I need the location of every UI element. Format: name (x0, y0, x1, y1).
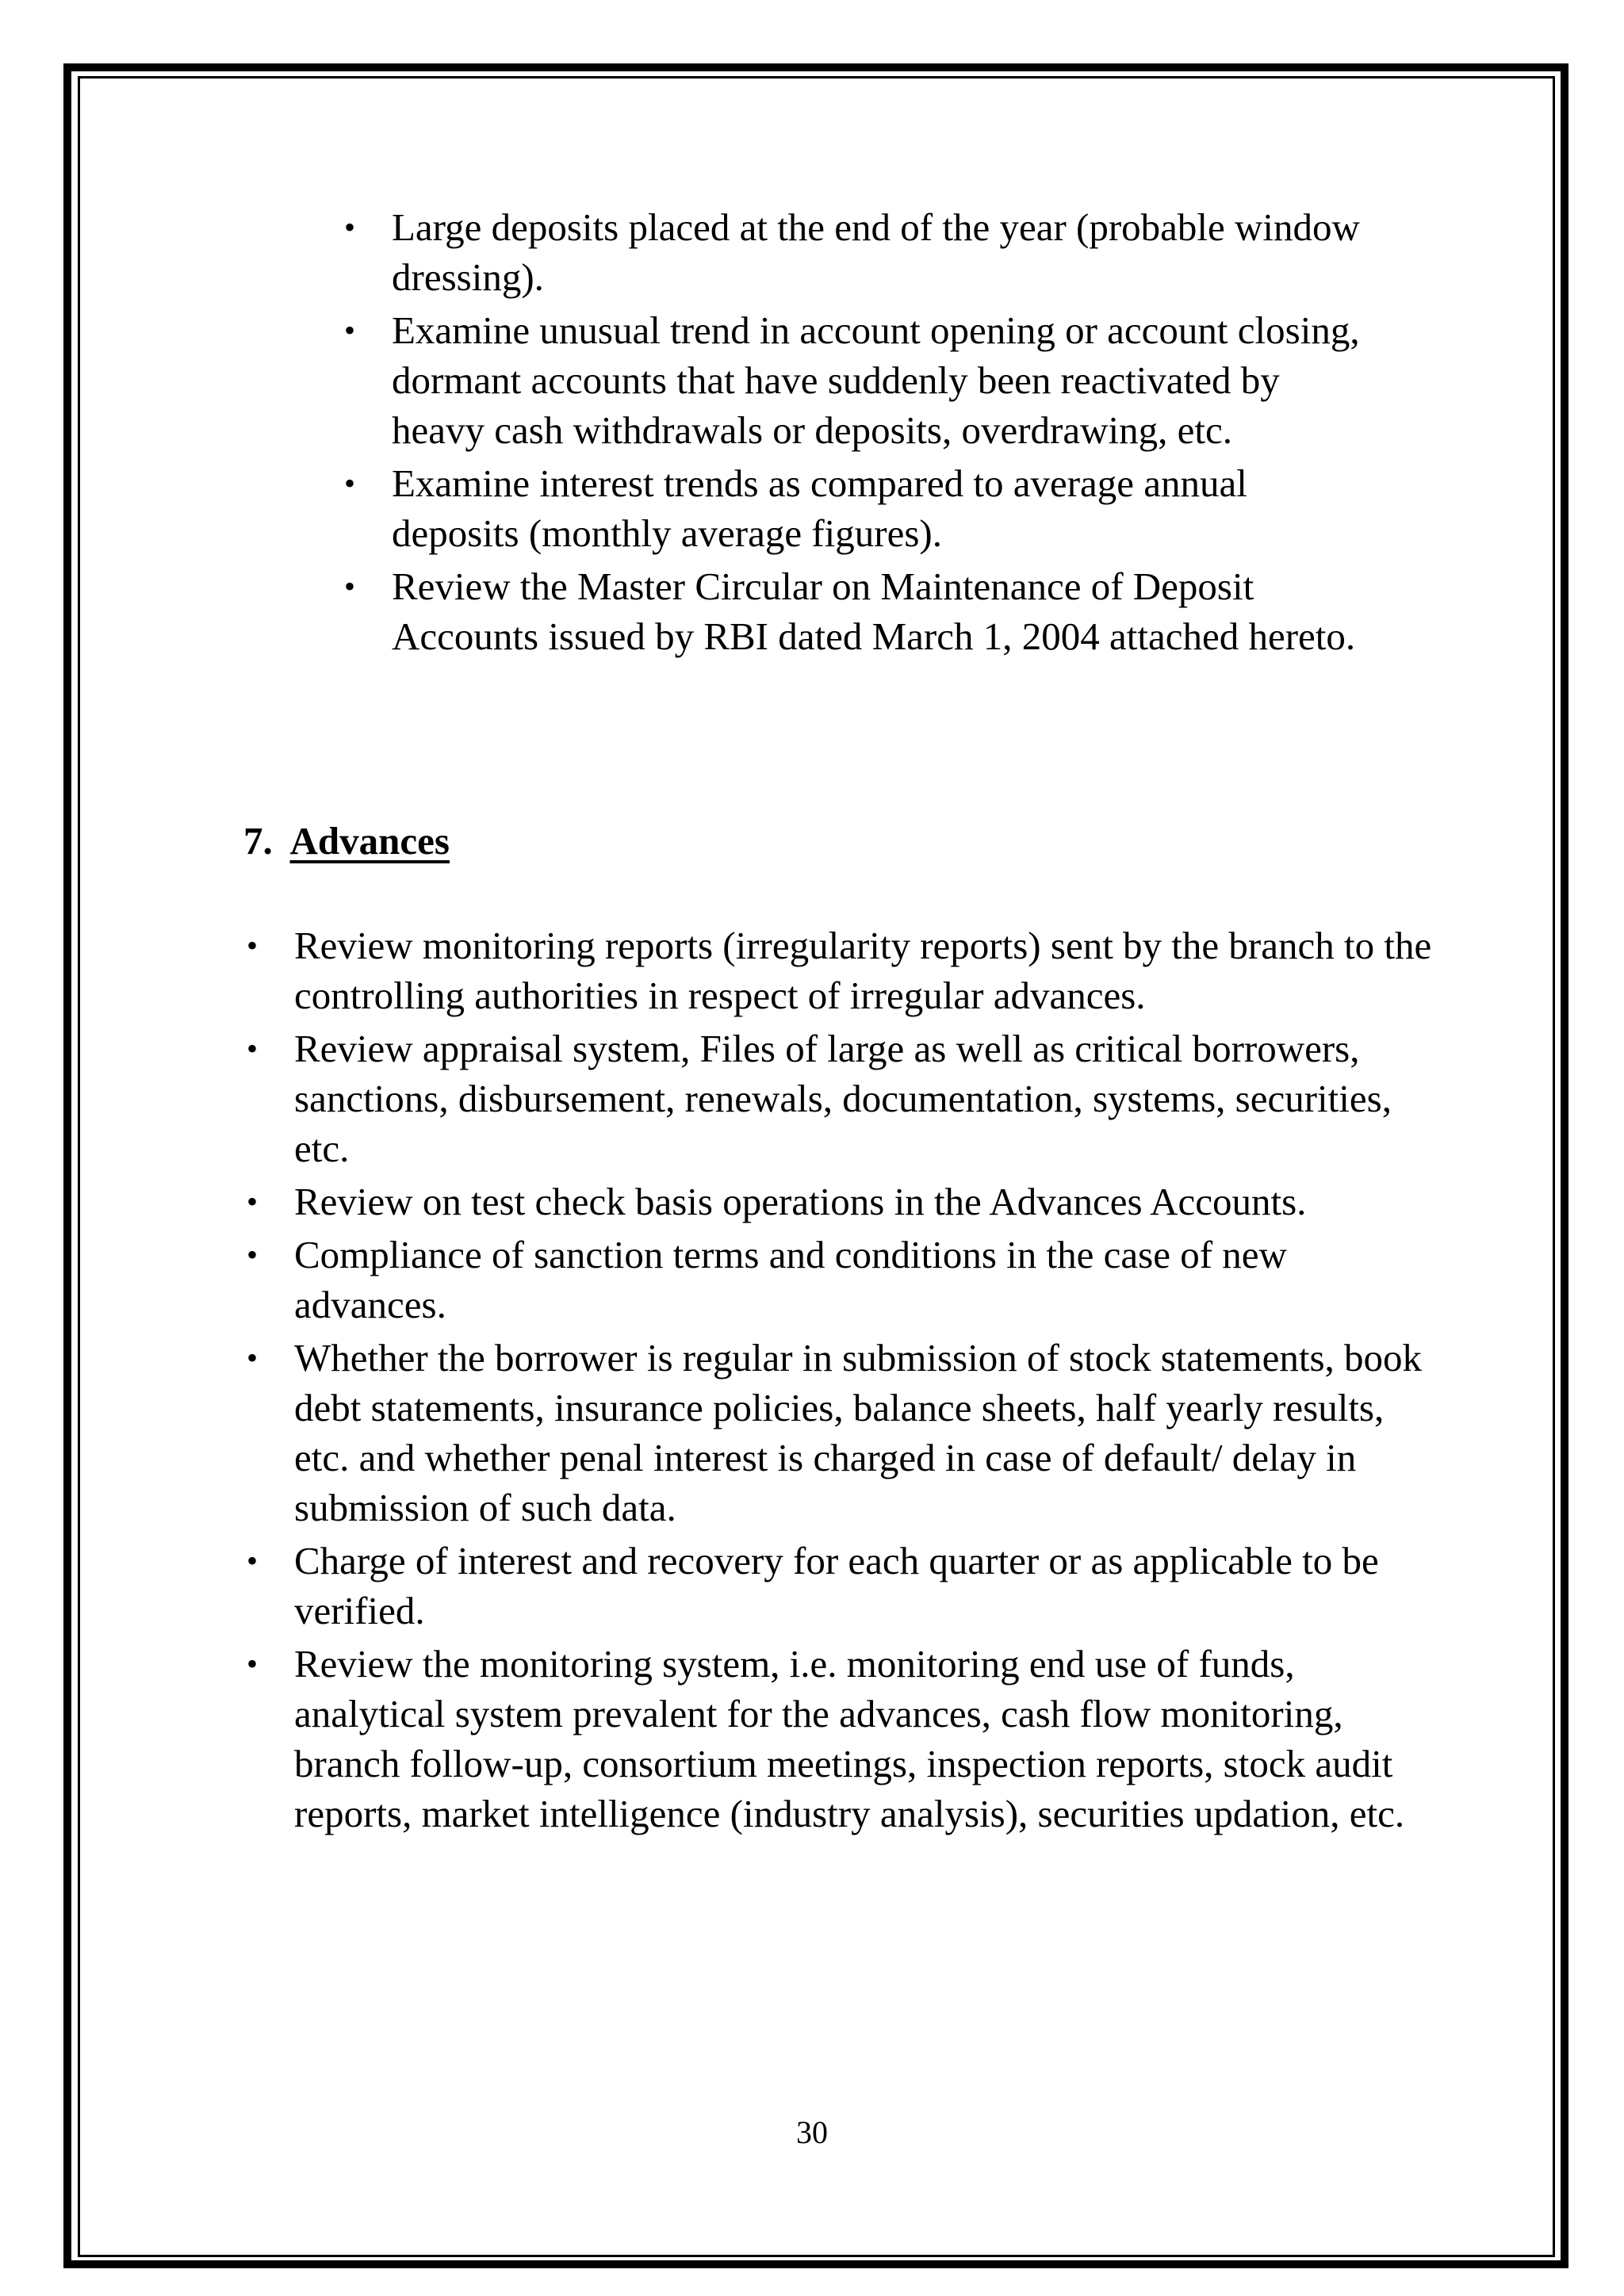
section-number: 7. (243, 819, 273, 863)
list-item (247, 1333, 1436, 1533)
list-item (247, 1230, 1436, 1330)
list-item-text: Review monitoring reports (irregularity reports) sent by the branch to the controlling authorities in respect of irregular advances. (294, 924, 1432, 1017)
bullet-icon: • (247, 1543, 259, 1578)
bullet-icon: • (344, 465, 356, 501)
bullet-icon: • (344, 312, 356, 348)
list-item (247, 920, 1436, 1020)
list-item (344, 458, 1375, 558)
bullet-icon: • (247, 1237, 259, 1272)
list-item-text: Review the monitoring system, i.e. monitoring end use of funds, analytical system prevalent for the advances, cash flow monitoring, branch follow-up, consortium meetings, inspection reports, stock audit reports, market intelligence (industry analysis), securities updation, etc. (294, 1642, 1405, 1835)
list-item (247, 1024, 1436, 1173)
list-item-text: Compliance of sanction terms and conditions in the case of new advances. (294, 1233, 1287, 1326)
bullet-icon: • (247, 1340, 259, 1376)
list-item-text: Large deposits placed at the end of the year (probable window dressing). (392, 205, 1360, 299)
list-item (344, 305, 1375, 455)
list-item-text: Review the Master Circular on Maintenance of Deposit Accounts issued by RBI dated March 1, 2004 attached hereto. (392, 564, 1356, 658)
bullet-icon: • (247, 928, 259, 963)
bullet-icon: • (344, 209, 356, 245)
bullet-icon: • (344, 568, 356, 604)
section-title: Advances (289, 819, 450, 863)
list-item (247, 1639, 1436, 1839)
deposit-checks-list (344, 202, 1375, 664)
section-heading (243, 816, 450, 866)
page-number: 30 (796, 2114, 828, 2150)
advances-checks-list (247, 920, 1436, 1842)
list-item (344, 202, 1375, 302)
bullet-icon: • (247, 1184, 259, 1219)
list-item-text: Review appraisal system, Files of large as well as critical borrowers, sanctions, disbursement, renewals, documentation, systems, securities, etc. (294, 1027, 1392, 1170)
list-item (344, 561, 1375, 661)
list-item-text: Charge of interest and recovery for each quarter or as applicable to be verified. (294, 1539, 1379, 1632)
list-item-text: Examine interest trends as compared to average annual deposits (monthly average figures). (392, 461, 1247, 555)
bullet-icon: • (247, 1031, 259, 1066)
list-item (247, 1536, 1436, 1636)
list-item-text: Review on test check basis operations in the Advances Accounts. (294, 1180, 1307, 1223)
list-item (247, 1177, 1436, 1226)
list-item-text: Examine unusual trend in account opening or account closing, dormant accounts that have suddenly been reactivated by heavy cash withdrawals or deposits, overdrawing, etc. (392, 308, 1360, 452)
bullet-icon: • (247, 1646, 259, 1682)
list-item-text: Whether the borrower is regular in submission of stock statements, book debt statements, insurance policies, balance sheets, half yearly results, etc. and whether penal interest is charged in case of default/ delay in submission of such data. (294, 1336, 1423, 1529)
